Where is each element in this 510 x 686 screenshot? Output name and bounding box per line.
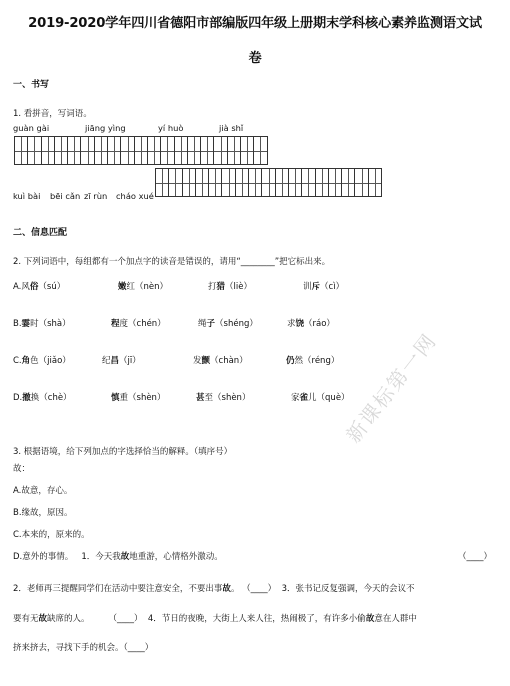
q3-option-d-and-s1: D.意外的事情。 1．今天我故地重游，心情格外激动。: [13, 552, 223, 562]
pinyin-4: jià shǐ: [219, 123, 244, 133]
q2-prompt: 2. 下列词语中，每组都有一个加点字的读音是错误的，请用“________”把它标出来。: [13, 257, 331, 267]
q2-c-item3: 发颤（chàn）: [193, 356, 248, 366]
q3-option-a: A.故意，存心。: [13, 486, 73, 496]
q2-c-item2: 纪昌（jī）: [102, 356, 141, 366]
watermark-text: 新课标第一网: [341, 328, 442, 448]
q2-a-item2: 嫩红（nèn）: [118, 282, 169, 292]
writing-grid-row2[interactable]: [155, 168, 381, 197]
s3-answer-blank[interactable]: （____）: [108, 614, 143, 624]
pinyin-5: kuì bài: [13, 191, 41, 201]
q2-a-item4: 训斥（cì）: [303, 282, 345, 292]
q2-b-item4: 求饶（ráo）: [287, 319, 335, 329]
q3-char: 故：: [13, 464, 31, 474]
q2-a-item3: 打猎（liè）: [208, 282, 252, 292]
s3-s4-line: 要有无故缺席的人。 （____） 4．节日的夜晚，大街上人来人往，热闹极了，有许多小偷故意在人群中: [13, 614, 417, 624]
q3-option-b: B.缘故，原因。: [13, 508, 73, 518]
pinyin-6: bēi cǎn: [50, 191, 81, 201]
s2-answer-blank[interactable]: （____）: [242, 584, 277, 594]
q2-row-c: C.角色（jiǎo）: [13, 356, 71, 366]
q2-b-item3: 绳子（shéng）: [198, 319, 258, 329]
document-title-line2: 卷: [248, 51, 262, 66]
pinyin-8: cháo xué: [116, 191, 154, 201]
q1-prompt: 1. 看拼音，写词语。: [13, 109, 92, 119]
pinyin-2: jiāng yìng: [85, 123, 126, 133]
document-title-line1: 2019-2020学年四川省德阳市部编版四年级上册期末学科核心素养监测语文试: [28, 16, 482, 31]
q3-prompt: 3. 根据语境，给下列加点的字选择恰当的解释。（填序号）: [13, 447, 233, 457]
q2-row-d: D.撤换（chè）: [13, 393, 72, 403]
q2-c-item4: 仍然（réng）: [286, 356, 340, 366]
q2-d-item4: 家雀儿（què）: [291, 393, 350, 403]
s4-line2: 挤来挤去，寻找下手的机会。（____）: [13, 643, 154, 653]
pinyin-3: yí huò: [158, 123, 184, 133]
pinyin-7: zī rùn: [84, 191, 108, 201]
section2-heading: 二、信息匹配: [13, 228, 68, 238]
s1-answer-blank[interactable]: （____）: [458, 552, 493, 562]
q3-option-c: C.本来的，原来的。: [13, 530, 90, 540]
writing-grid-row1[interactable]: [14, 136, 267, 165]
s2-and-s3-line: 2．老师再三提醒同学们在活动中要注意安全，不要出事故。 （____） 3．张书记反复强调，今天的会议不: [13, 584, 415, 594]
q2-row-b: B.霎时（shà）: [13, 319, 71, 329]
section1-heading: 一、书写: [13, 80, 50, 90]
pinyin-1: guàn gài: [13, 123, 50, 133]
s4-answer-blank[interactable]: （____）: [123, 643, 154, 653]
q2-d-item3: 甚至（shèn）: [196, 393, 251, 403]
q2-row-a: A.风俗（sú）: [13, 282, 66, 292]
q2-d-item2: 慎重（shèn）: [111, 393, 166, 403]
q2-b-item2: 程度（chén）: [111, 319, 166, 329]
